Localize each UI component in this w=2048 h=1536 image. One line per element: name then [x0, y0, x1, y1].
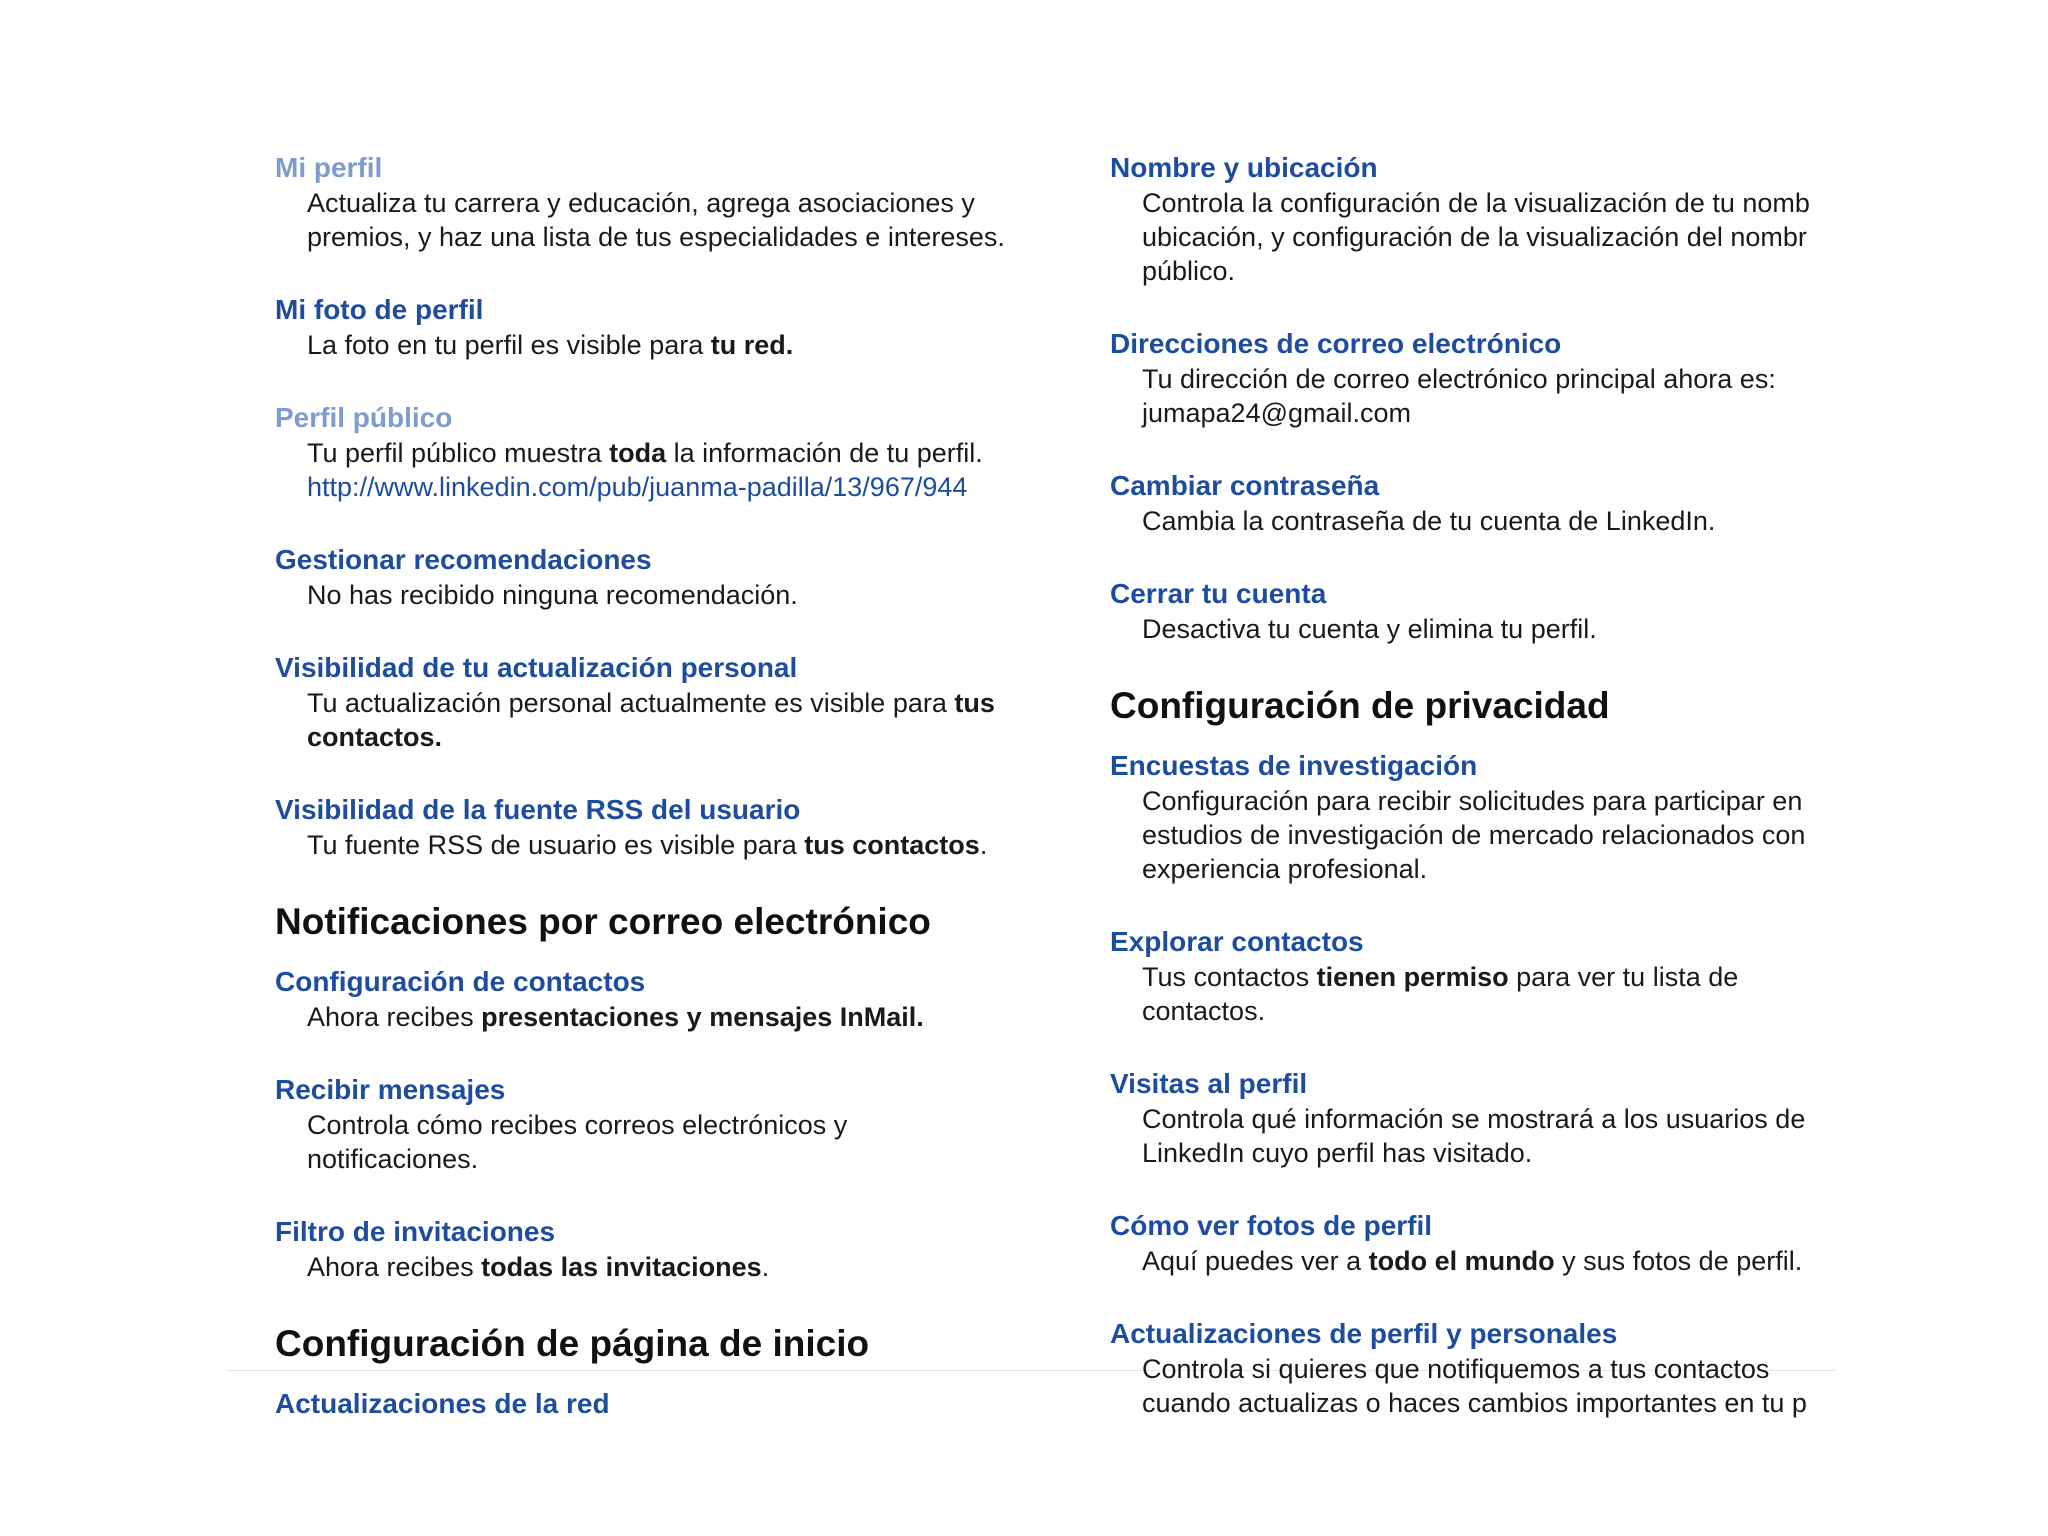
description-text: jumapa24@gmail.com — [1142, 398, 1412, 428]
description-text: Controla la configuración de la visualización de tu nomb — [1142, 188, 1810, 218]
setting-explorar-contactos — [1110, 924, 1836, 1028]
description-text: Aquí puedes ver a — [1142, 1246, 1369, 1276]
setting-visitas-al-perfil — [1110, 1066, 1836, 1170]
right-column — [1110, 150, 1836, 1458]
direcciones-de-correo-electronico-link[interactable]: Direcciones de correo electrónico — [1110, 328, 1562, 359]
setting-mi-perfil — [275, 150, 1075, 254]
filtro-de-invitaciones-link[interactable]: Filtro de invitaciones — [275, 1216, 556, 1247]
setting-description — [1142, 254, 1836, 288]
description-text: Tu actualización personal actualmente es visible para — [307, 688, 955, 718]
emphasis-text: todas las invitaciones — [481, 1252, 762, 1282]
description-text: . — [979, 830, 988, 860]
setting-description — [1142, 1244, 1836, 1278]
description-text: La foto en tu perfil es visible para — [307, 330, 711, 360]
description-text: estudios de investigación de mercado relacionados con — [1142, 820, 1806, 850]
description-text: premios, y haz una lista de tus especialidades e intereses. — [307, 222, 1005, 252]
setting-description — [1142, 504, 1836, 538]
setting-description — [1142, 362, 1836, 396]
setting-configuracion-de-contactos — [275, 964, 1075, 1034]
description-text: contactos. — [1142, 996, 1266, 1026]
gestionar-recomendaciones-link[interactable]: Gestionar recomendaciones — [275, 544, 652, 575]
description-text: No has recibido ninguna recomendación. — [307, 580, 798, 610]
description-text: Controla si quieres que notifiquemos a tus contactos — [1142, 1354, 1770, 1384]
email-notifications-heading: Notificaciones por correo electrónico — [275, 901, 931, 942]
cambiar-contrasena-link[interactable]: Cambiar contraseña — [1110, 470, 1380, 501]
setting-description — [1142, 960, 1836, 994]
setting-description — [1142, 186, 1836, 220]
setting-nombre-y-ubicacion — [1110, 150, 1836, 288]
setting-description — [307, 578, 1075, 612]
encuestas-de-investigacion-link[interactable]: Encuestas de investigación — [1110, 750, 1478, 781]
description-text: Desactiva tu cuenta y elimina tu perfil. — [1142, 614, 1597, 644]
explorar-contactos-link[interactable]: Explorar contactos — [1110, 926, 1364, 957]
public-profile-url-row — [307, 470, 1075, 504]
left-column — [275, 150, 1075, 1422]
setting-recibir-mensajes — [275, 1072, 1075, 1176]
description-text: y sus fotos de perfil. — [1554, 1246, 1803, 1276]
description-text: Tu fuente RSS de usuario es visible para — [307, 830, 805, 860]
setting-gestionar-recomendaciones — [275, 542, 1075, 612]
description-text: ubicación, y configuración de la visualización del nombr — [1142, 222, 1807, 252]
setting-description — [307, 1108, 1075, 1142]
como-ver-fotos-de-perfil-link[interactable]: Cómo ver fotos de perfil — [1110, 1210, 1433, 1241]
description-text: Configuración para recibir solicitudes para participar en — [1142, 786, 1803, 816]
visibilidad-de-la-fuente-rss-del-usuario-link[interactable]: Visibilidad de la fuente RSS del usuario — [275, 794, 801, 825]
emphasis-text: toda — [609, 438, 667, 468]
perfil-publico-link[interactable]: Perfil público — [275, 402, 453, 433]
setting-description — [307, 436, 1075, 470]
setting-description — [307, 220, 1075, 254]
visitas-al-perfil-link[interactable]: Visitas al perfil — [1110, 1068, 1308, 1099]
privacy-settings-heading: Configuración de privacidad — [1110, 685, 1610, 726]
configuracion-de-contactos-link[interactable]: Configuración de contactos — [275, 966, 646, 997]
setting-filtro-de-invitaciones — [275, 1214, 1075, 1284]
setting-mi-foto-de-perfil — [275, 292, 1075, 362]
homepage-settings-heading: Configuración de página de inicio — [275, 1323, 870, 1364]
description-text: Cambia la contraseña de tu cuenta de LinkedIn. — [1142, 506, 1716, 536]
setting-description — [1142, 818, 1836, 852]
setting-visibilidad-de-tu-actualizacion-personal — [275, 650, 1075, 754]
setting-direcciones-de-correo-electronico — [1110, 326, 1836, 430]
description-text: notificaciones. — [307, 1144, 479, 1174]
description-text: Tu dirección de correo electrónico principal ahora es: — [1142, 364, 1776, 394]
settings-viewport — [226, 150, 1836, 1419]
setting-visibilidad-de-la-fuente-rss-del-usuario — [275, 792, 1075, 862]
setting-description — [1142, 994, 1836, 1028]
setting-cambiar-contrasena — [1110, 468, 1836, 538]
mi-perfil-link[interactable]: Mi perfil — [275, 152, 383, 183]
setting-description — [307, 828, 1075, 862]
description-text: . — [761, 1252, 770, 1282]
cerrar-tu-cuenta-link[interactable]: Cerrar tu cuenta — [1110, 578, 1327, 609]
setting-description — [307, 686, 1075, 720]
emphasis-text: tienen permiso — [1316, 962, 1509, 992]
setting-cerrar-tu-cuenta — [1110, 576, 1836, 646]
setting-actualizaciones-de-perfil-y-personales — [1110, 1316, 1836, 1420]
setting-encuestas-de-investigacion — [1110, 748, 1836, 886]
setting-description — [1142, 220, 1836, 254]
setting-description — [1142, 784, 1836, 818]
emphasis-text: presentaciones y mensajes InMail. — [481, 1002, 924, 1032]
description-text: Actualiza tu carrera y educación, agrega asociaciones y — [307, 188, 975, 218]
emphasis-text: todo el mundo — [1368, 1246, 1555, 1276]
actualizaciones-de-perfil-y-personales-link[interactable]: Actualizaciones de perfil y personales — [1110, 1318, 1618, 1349]
mi-foto-de-perfil-link[interactable]: Mi foto de perfil — [275, 294, 484, 325]
emphasis-text: tus contactos — [804, 830, 980, 860]
visibilidad-de-tu-actualizacion-personal-link[interactable]: Visibilidad de tu actualización personal — [275, 652, 798, 683]
setting-perfil-publico — [275, 400, 1075, 504]
description-text: Controla cómo recibes correos electrónicos y — [307, 1110, 848, 1140]
emphasis-text: tus — [954, 688, 995, 718]
description-text: Tu perfil público muestra — [307, 438, 610, 468]
emphasis-text: contactos. — [307, 722, 443, 752]
emphasis-text: tu red. — [710, 330, 794, 360]
setting-description — [307, 1142, 1075, 1176]
public-profile-url-link[interactable]: http://www.linkedin.com/pub/juanma-padilla/13/967/944 — [307, 472, 968, 502]
recibir-mensajes-link[interactable]: Recibir mensajes — [275, 1074, 506, 1105]
description-text: Controla qué información se mostrará a los usuarios de — [1142, 1104, 1806, 1134]
setting-description — [1142, 852, 1836, 886]
description-text: experiencia profesional. — [1142, 854, 1428, 884]
description-text: público. — [1142, 256, 1236, 286]
setting-description — [1142, 1136, 1836, 1170]
description-text: cuando actualizas o haces cambios importantes en tu p — [1142, 1388, 1807, 1418]
description-text: Ahora recibes — [307, 1002, 482, 1032]
setting-como-ver-fotos-de-perfil — [1110, 1208, 1836, 1278]
description-text: LinkedIn cuyo perfil has visitado. — [1142, 1138, 1533, 1168]
setting-description — [1142, 1386, 1836, 1420]
nombre-y-ubicacion-link[interactable]: Nombre y ubicación — [1110, 152, 1378, 183]
setting-description — [1142, 396, 1836, 430]
description-text: para ver tu lista de — [1508, 962, 1739, 992]
setting-description — [307, 328, 1075, 362]
setting-description — [1142, 1352, 1836, 1386]
setting-description — [307, 1250, 1075, 1284]
setting-description — [307, 186, 1075, 220]
setting-description — [307, 720, 1075, 754]
description-text: Ahora recibes — [307, 1252, 482, 1282]
setting-description — [1142, 1102, 1836, 1136]
description-text: la información de tu perfil. — [666, 438, 983, 468]
network-updates-link[interactable]: Actualizaciones de la red — [275, 1388, 610, 1419]
description-text: Tus contactos — [1142, 962, 1317, 992]
setting-description — [1142, 612, 1836, 646]
setting-description — [307, 1000, 1075, 1034]
